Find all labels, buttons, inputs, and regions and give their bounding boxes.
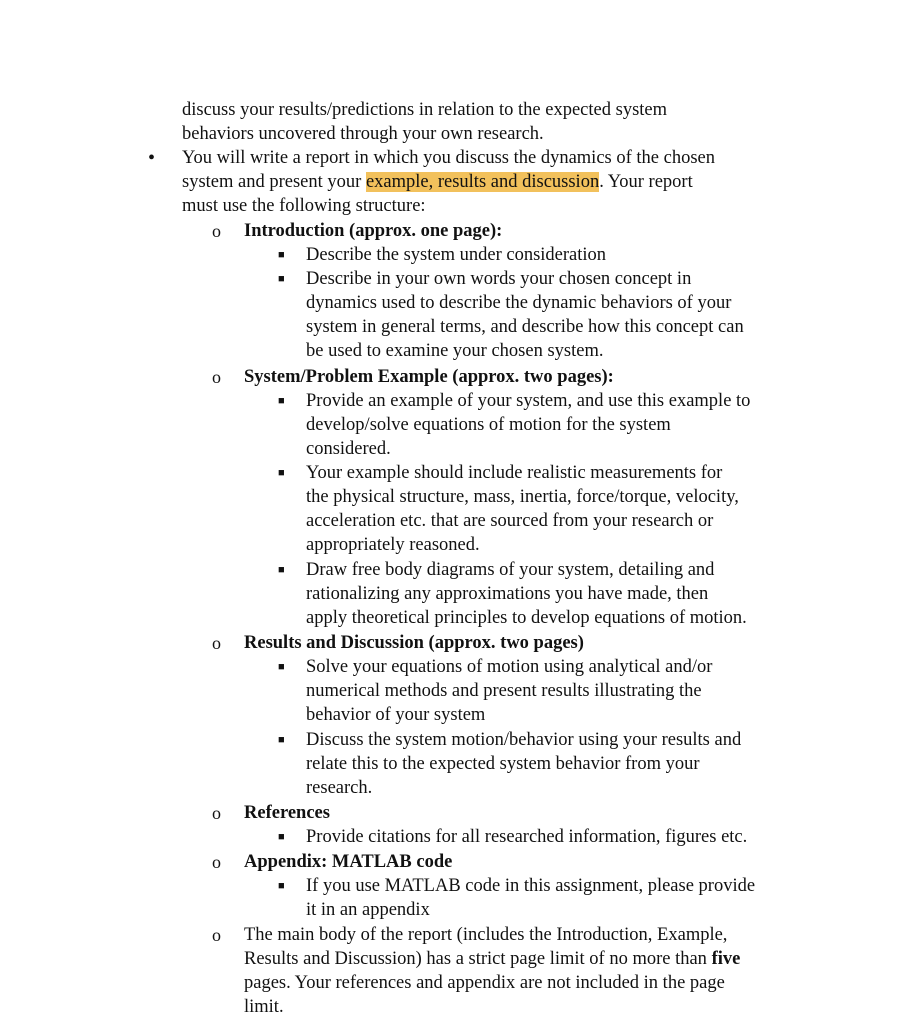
bullet-text-segment: system and present your	[182, 172, 366, 192]
circle-marker: o	[212, 925, 221, 945]
square-marker: ■	[278, 831, 285, 843]
page-limit-line-2	[244, 947, 740, 971]
list-item-text: considered.	[306, 439, 391, 459]
section-heading-introduction: Introduction (approx. one page):	[244, 221, 503, 241]
list-item-text: Describe the system under consideration	[306, 245, 607, 265]
list-item-text: Discuss the system motion/behavior using your results and	[306, 730, 742, 750]
list-item-text: develop/solve equations of motion for the system	[306, 415, 671, 435]
bullet-text-segment: . Your report	[599, 172, 693, 192]
list-item-text: apply theoretical principles to develop equations of motion.	[306, 608, 747, 628]
square-marker: ■	[278, 564, 285, 576]
page-limit-line: The main body of the report (includes the Introduction, Example,	[244, 925, 728, 945]
page-limit-bold-word: five	[711, 949, 741, 969]
paragraph-line: discuss your results/predictions in relation to the expected system	[182, 100, 668, 120]
section-heading-results: Results and Discussion (approx. two pages)	[244, 633, 584, 653]
section-heading-system-example: System/Problem Example (approx. two pages):	[244, 367, 614, 387]
bullet-text-line-2	[182, 170, 693, 194]
page-limit-line: limit.	[244, 997, 284, 1017]
list-item-text: Provide citations for all researched information, figures etc.	[306, 827, 748, 847]
square-marker: ■	[278, 273, 285, 285]
section-heading-references: References	[244, 803, 330, 823]
list-item-text: system in general terms, and describe how this concept can	[306, 317, 744, 337]
square-marker: ■	[278, 880, 285, 892]
list-item-text: the physical structure, mass, inertia, force/torque, velocity,	[306, 487, 739, 507]
square-marker: ■	[278, 249, 285, 261]
circle-marker: o	[212, 221, 221, 241]
paragraph-line: behaviors uncovered through your own research.	[182, 124, 544, 144]
page-limit-line: pages. Your references and appendix are not included in the page	[244, 973, 725, 993]
list-item-text: appropriately reasoned.	[306, 535, 480, 555]
list-item-text: dynamics used to describe the dynamic behaviors of your	[306, 293, 732, 313]
bullet-text-line: You will write a report in which you discuss the dynamics of the chosen	[182, 148, 715, 168]
list-item-text: If you use MATLAB code in this assignment, please provide	[306, 876, 756, 896]
list-item-text: numerical methods and present results illustrating the	[306, 681, 702, 701]
circle-marker: o	[212, 367, 221, 387]
square-marker: ■	[278, 395, 285, 407]
list-item-text: Provide an example of your system, and use this example to	[306, 391, 751, 411]
circle-marker: o	[212, 803, 221, 823]
circle-marker: o	[212, 852, 221, 872]
list-item-text: research.	[306, 778, 373, 798]
list-item-text: Draw free body diagrams of your system, detailing and	[306, 560, 715, 580]
list-item-text: Describe in your own words your chosen concept in	[306, 269, 692, 289]
list-item-text: acceleration etc. that are sourced from your research or	[306, 511, 714, 531]
list-item-text: it in an appendix	[306, 900, 430, 920]
square-marker: ■	[278, 661, 285, 673]
square-marker: ■	[278, 734, 285, 746]
section-heading-appendix: Appendix: MATLAB code	[244, 852, 453, 872]
list-item-text: behavior of your system	[306, 705, 486, 725]
highlighted-text: example, results and discussion	[365, 172, 600, 192]
list-item-text: Your example should include realistic measurements for	[306, 463, 723, 483]
list-item-text: Solve your equations of motion using analytical and/or	[306, 657, 713, 677]
square-marker: ■	[278, 467, 285, 479]
page-limit-segment: Results and Discussion) has a strict page limit of no more than	[244, 949, 712, 969]
circle-marker: o	[212, 633, 221, 653]
list-item-text: relate this to the expected system behavior from your	[306, 754, 700, 774]
bullet-dot-marker: •	[148, 147, 156, 169]
list-item-text: be used to examine your chosen system.	[306, 341, 604, 361]
list-item-text: rationalizing any approximations you have made, then	[306, 584, 709, 604]
bullet-text-line: must use the following structure:	[182, 196, 426, 216]
